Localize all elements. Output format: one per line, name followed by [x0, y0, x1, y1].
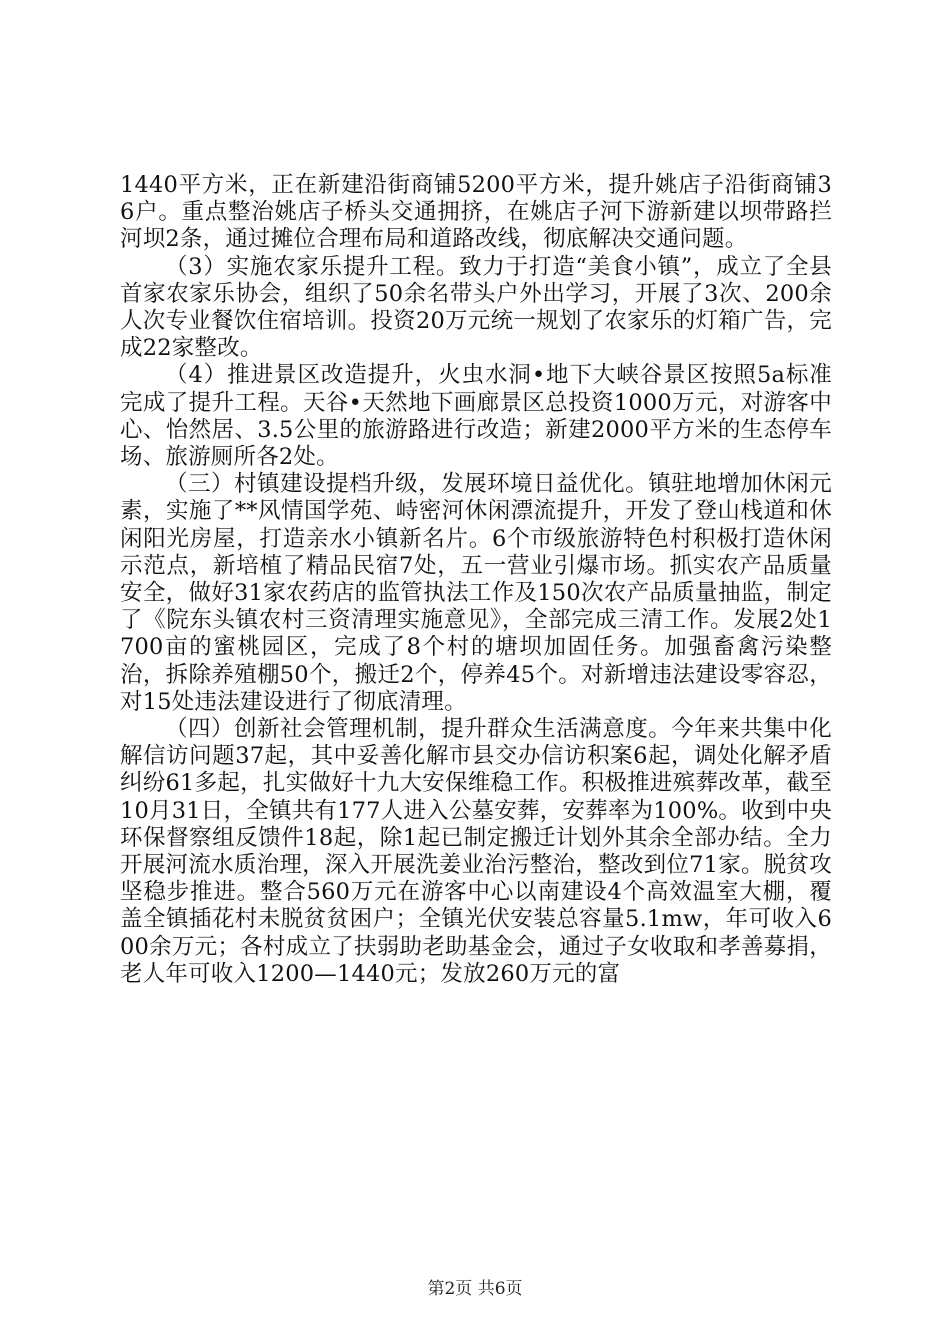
paragraph-2: （3）实施农家乐提升工程。致力于打造“美食小镇”，成立了全县首家农家乐协会，组织了50余名带头户外出学习，开展了3次、200余人次专业餐饮住宿培训。投资20万元统一规划了农家乐的灯箱广告，完成22家整改。 — [120, 253, 832, 362]
paragraph-3: （4）推进景区改造提升，火虫水洞•地下大峡谷景区按照5a标准完成了提升工程。天谷•天然地下画廊景区总投资1000万元，对游客中心、怡然居、3.5公里的旅游路进行改造；新建2000平方米的生态停车场、旅游厕所各2处。 — [120, 362, 832, 471]
paragraph-5: （四）创新社会管理机制，提升群众生活满意度。今年来共集中化解信访问题37起，其中妥善化解市县交办信访积案6起，调处化解矛盾纠纷61多起，扎实做好十九大安保维稳工作。积极推进殡葬改革，截至10月31日，全镇共有177人进入公墓安葬，安葬率为100%。收到中央环保督察组反馈件18起，除1起已制定搬迁计划外其余全部办结。全力开展河流水质治理，深入开展洗姜业治污整治，整改到位71家。脱贫攻坚稳步推进。整合560万元在游客中心以南建设4个高效温室大棚，覆盖全镇插花村未脱贫贫困户；全镇光伏安装总容量5.1mw，年可收入600余万元；各村成立了扶弱助老助基金会，通过子女收取和孝善募捐，老人年可收入1200—1440元；发放260万元的富 — [120, 716, 832, 987]
page-footer — [0, 1274, 950, 1299]
paragraph-1: 1440平方米，正在新建沿街商铺5200平方米，提升姚店子沿街商铺36户。重点整治姚店子桥头交通拥挤，在姚店子河下游新建以坝带路拦河坝2条，通过摊位合理布局和道路改线，彻底解决交通问题。 — [120, 172, 832, 253]
page-number-label: 第2页 共6页 — [427, 1279, 523, 1299]
document-body — [120, 172, 832, 988]
paragraph-4: （三）村镇建设提档升级，发展环境日益优化。镇驻地增加休闲元素，实施了**风情国学苑、峙密河休闲漂流提升，开发了登山栈道和休闲阳光房屋，打造亲水小镇新名片。6个市级旅游特色村积极打造休闲示范点，新培植了精品民宿7处，五一营业引爆市场。抓实农产品质量安全，做好31家农药店的监管执法工作及150次农产品质量抽监，制定了《院东头镇农村三资清理实施意见》，全部完成三清工作。发展2处1700亩的蜜桃园区，完成了8个村的塘坝加固任务。加强畜禽污染整治，拆除养殖棚50个，搬迁2个，停养45个。对新增违法建设零容忍，对15处违法建设进行了彻底清理。 — [120, 471, 832, 715]
